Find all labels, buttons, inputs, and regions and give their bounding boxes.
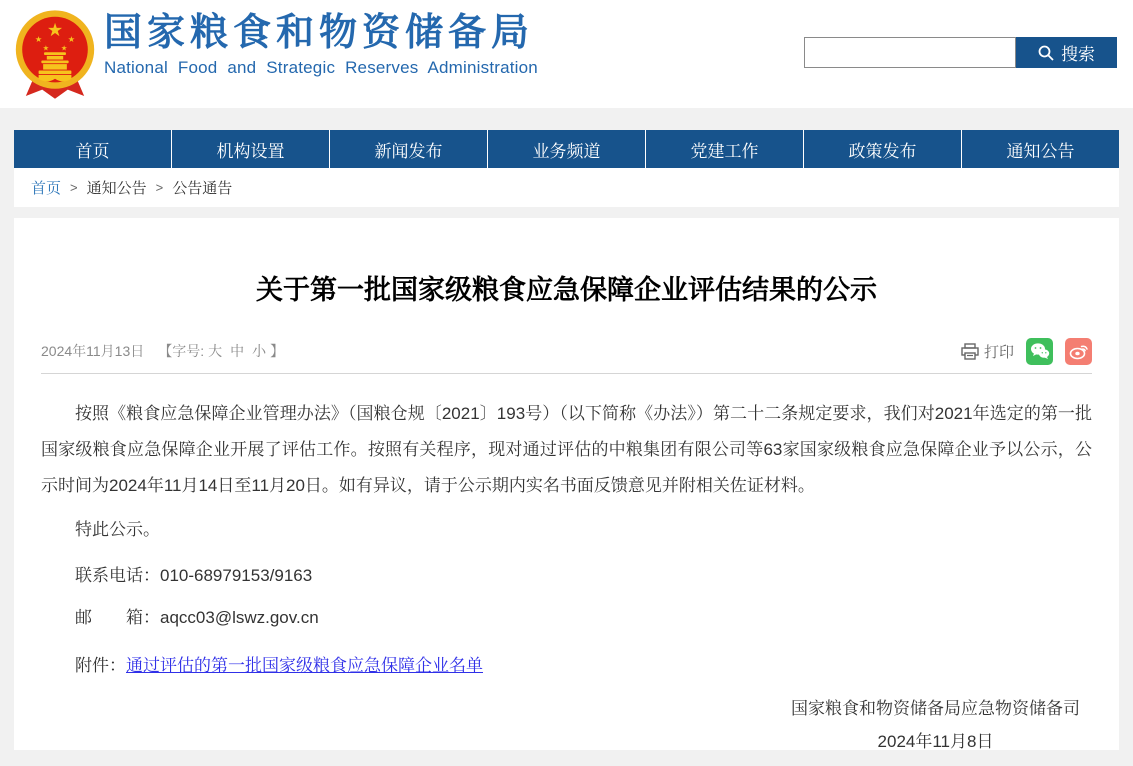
breadcrumb-separator: > xyxy=(70,180,78,195)
contact-email: 邮 箱：aqcc03@lswz.gov.cn xyxy=(75,608,319,627)
nav-item-news[interactable]: 新闻发布 xyxy=(330,130,488,168)
share-wechat-button[interactable] xyxy=(1026,338,1053,365)
wechat-icon xyxy=(1030,342,1050,360)
attachment-label: 附件： xyxy=(75,656,126,675)
attachment-link[interactable]: 通过评估的第一批国家级粮食应急保障企业名单 xyxy=(126,656,483,675)
svg-text:★: ★ xyxy=(34,35,43,45)
printer-icon xyxy=(961,343,979,360)
site-title: 国家粮食和物资储备局 xyxy=(104,12,535,54)
national-emblem-logo xyxy=(14,8,96,102)
article-title: 关于第一批国家级粮食应急保障企业评估结果的公示 xyxy=(256,275,877,305)
svg-text:★: ★ xyxy=(60,43,68,53)
meta-divider xyxy=(41,373,1092,374)
notice-line: 特此公示。 xyxy=(75,520,160,539)
search-area xyxy=(804,37,1117,68)
search-button-label: 搜索 xyxy=(1061,45,1095,64)
svg-text:★: ★ xyxy=(46,19,64,40)
signature-org: 国家粮食和物资储备局应急物资储备司 xyxy=(791,699,1080,718)
nav-item-home[interactable]: 首页 xyxy=(14,130,172,168)
site-subtitle: National Food and Strategic Reserves Administration xyxy=(104,58,538,77)
weibo-icon xyxy=(1069,342,1089,360)
contact-phone: 联系电话：010-68979153/9163 xyxy=(75,566,313,585)
site-header xyxy=(0,0,1133,108)
signature-block xyxy=(41,692,1092,760)
print-button[interactable] xyxy=(961,341,1014,362)
body-paragraph: 按照《粮食应急保障企业管理办法》（国粮仓规〔2021〕193号）（以下简称《办法》）第二十二条规定要求，我们对2021年选定的第一批国家级粮食应急保障企业开展了评估工作。按照有关程序，现对通过评估的中粮集团有限公司等63家国家级粮食应急保障企业予以公示，公示时间为2024年11月14日至11月20日。如有异议，请于公示期内实名书面反馈意见并附相关佐证材料。 xyxy=(41,404,1092,495)
print-label: 打印 xyxy=(983,343,1014,361)
breadcrumb-home[interactable]: 首页 xyxy=(31,180,62,197)
article-card xyxy=(14,218,1119,750)
fontsize-label: 【字号: xyxy=(158,343,205,359)
search-button[interactable] xyxy=(1016,37,1117,68)
article-body xyxy=(41,396,1092,760)
signature-date: 2024年11月8日 xyxy=(877,732,994,751)
fontsize-medium-button[interactable]: 中 xyxy=(230,343,245,359)
breadcrumb-separator: > xyxy=(155,180,164,195)
nav-item-organization[interactable]: 机构设置 xyxy=(172,130,330,168)
nav-item-business[interactable]: 业务频道 xyxy=(488,130,646,168)
nav-item-policy[interactable]: 政策发布 xyxy=(804,130,962,168)
nav-item-party[interactable]: 党建工作 xyxy=(646,130,804,168)
svg-text:★: ★ xyxy=(67,35,76,45)
attachment-line xyxy=(41,648,1092,684)
nav-item-notices[interactable]: 通知公告 xyxy=(1006,141,1075,161)
breadcrumb xyxy=(14,168,1119,207)
fontsize-small-button[interactable]: 小 xyxy=(252,343,267,359)
svg-text:★: ★ xyxy=(42,43,50,53)
share-weibo-button[interactable] xyxy=(1065,338,1092,365)
search-icon xyxy=(1038,45,1054,61)
fontsize-label-close: 】 xyxy=(270,343,285,359)
breadcrumb-announcements: 公告通告 xyxy=(172,180,233,197)
fontsize-large-button[interactable]: 大 xyxy=(208,343,223,359)
publish-date: 2024年11月13日 xyxy=(41,343,145,359)
main-nav xyxy=(14,130,1119,168)
search-input[interactable] xyxy=(804,37,1016,68)
breadcrumb-notices[interactable]: 通知公告 xyxy=(86,180,147,197)
article-meta-row xyxy=(41,337,1092,365)
